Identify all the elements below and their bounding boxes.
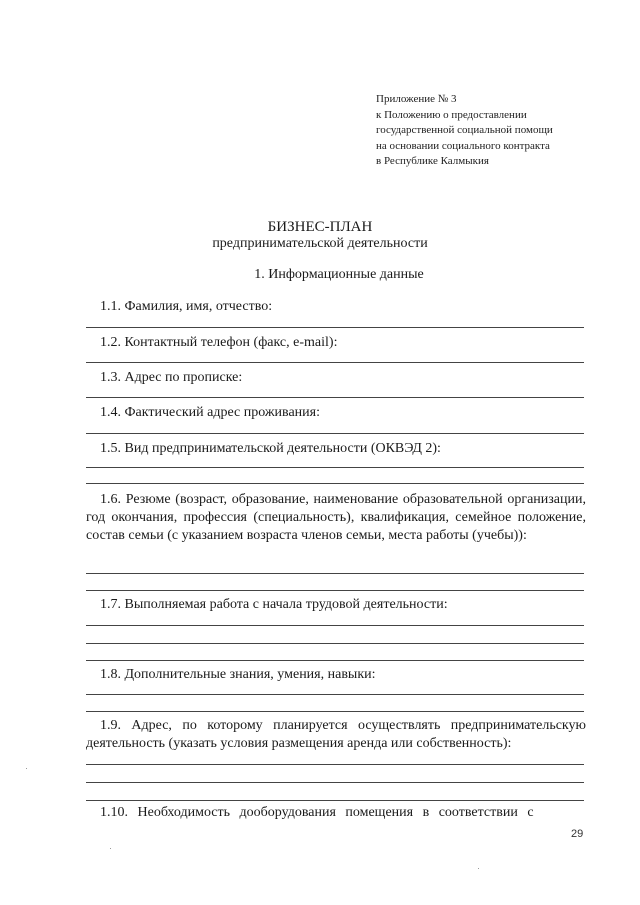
- section-heading: 1. Информационные данные: [254, 267, 424, 282]
- field-1-8-line-2[interactable]: [86, 711, 584, 712]
- scan-speck: [26, 768, 27, 769]
- field-1-9-line-3[interactable]: [86, 800, 584, 801]
- field-1-9-line-1[interactable]: [86, 764, 584, 765]
- field-1-6-line-2[interactable]: [86, 590, 584, 591]
- page-number: 29: [571, 828, 584, 840]
- field-1-4-line[interactable]: [86, 433, 584, 434]
- field-1-2-line[interactable]: [86, 362, 584, 363]
- appendix-line: на основании социального контракта: [376, 139, 550, 152]
- field-1-9-line-2[interactable]: [86, 782, 584, 783]
- document-subtitle: предпринимательской деятельности: [212, 236, 428, 251]
- field-1-3-line[interactable]: [86, 397, 584, 398]
- field-1-5-line-2[interactable]: [86, 483, 584, 484]
- appendix-line: в Республике Калмыкия: [376, 155, 489, 167]
- scan-speck: [478, 868, 479, 869]
- appendix-line: государственной социальной помощи: [376, 124, 553, 136]
- field-1-9-label: 1.9. Адрес, по которому планируется осуществлять предпринимательскую деятельность (указать условия размещения аренда или собственность):: [86, 718, 586, 751]
- field-1-7-line-2[interactable]: [86, 643, 584, 644]
- appendix-header: [376, 92, 553, 170]
- field-1-7-label: 1.7. Выполняемая работа с начала трудовой деятельности:: [100, 597, 448, 612]
- field-1-5-label: 1.5. Вид предпринимательской деятельности (ОКВЭД 2):: [100, 441, 441, 456]
- field-1-6-line-1[interactable]: [86, 573, 584, 574]
- appendix-line: к Положению о предоставлении: [376, 108, 527, 121]
- field-1-7-line-3[interactable]: [86, 660, 584, 661]
- field-1-6-label: 1.6. Резюме (возраст, образование, наименование образовательной организации, год окончания, профессия (специальность), квалификация, семейное положение, состав семьи (с указанием возраста членов семьи, места работы (учебы)):: [86, 492, 586, 543]
- field-1-7-line-1[interactable]: [86, 625, 584, 626]
- field-1-8-label: 1.8. Дополнительные знания, умения, навыки:: [100, 667, 376, 682]
- field-1-5-line-1[interactable]: [86, 467, 584, 468]
- field-1-10-label: 1.10. Необходимость дооборудования помещения в соответствии с: [100, 805, 534, 820]
- field-1-8-line-1[interactable]: [86, 694, 584, 695]
- field-1-4-label: 1.4. Фактический адрес проживания:: [100, 405, 320, 420]
- field-1-3-label: 1.3. Адрес по прописке:: [100, 370, 243, 385]
- field-1-2-label: 1.2. Контактный телефон (факс, e-mail):: [100, 335, 338, 350]
- appendix-line: Приложение № 3: [376, 93, 457, 105]
- document-title: БИЗНЕС-ПЛАН: [267, 219, 373, 235]
- field-1-1-label: 1.1. Фамилия, имя, отчество:: [100, 299, 273, 314]
- scan-speck: [110, 848, 111, 849]
- field-1-1-line[interactable]: [86, 327, 584, 328]
